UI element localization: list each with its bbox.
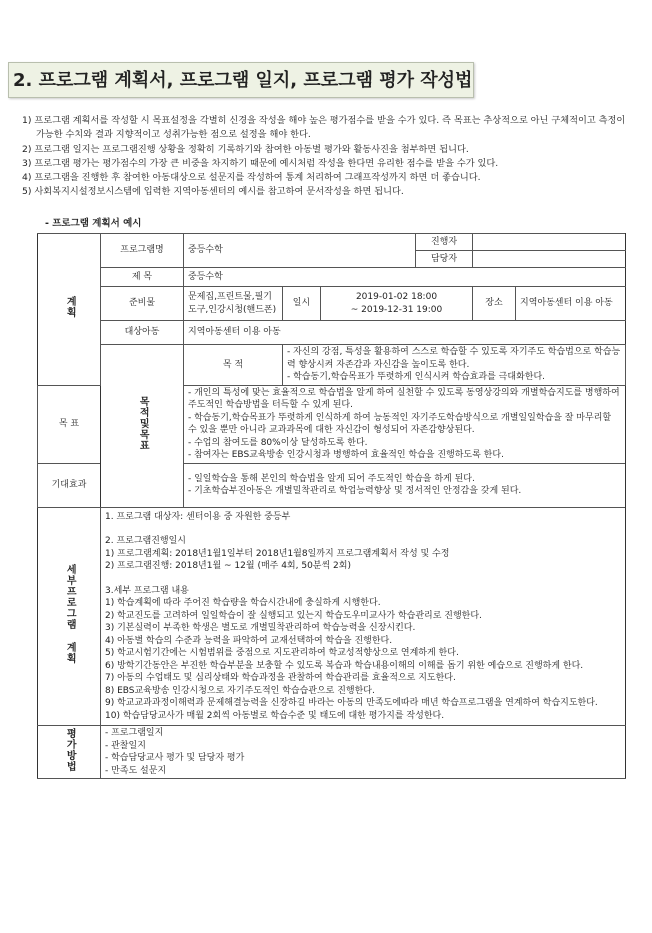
subject-label: 제 목: [101, 268, 184, 287]
program-name-label: 프로그램명: [101, 234, 184, 268]
objective-value: [184, 385, 626, 463]
objective-line: - 수업의 참여도를 80%이상 달성하도록 한다.: [188, 437, 368, 448]
purpose-line: - 자신의 강점, 특성을 활용하여 스스로 학습할 수 있도록 자기주도 학습법으로 학습능력 향상시켜 자존감과 자신감을 높이도록 한다.: [287, 347, 621, 370]
instruction-item: 1) 프로그램 계획서를 작성할 시 목표설정을 각별히 신경을 작성을 해야 높은 평가점수를 받을 수가 있다. 즉 목표는 추상적으로 아닌 구체적이고 측정이 가능한 수치와 결과 지향적이고 성취가능한 점으로 설정을 해야 한다.: [22, 115, 626, 141]
instruction-item: 3) 프로그램 평가는 평가점수의 가장 큰 비중을 차지하기 때문에 예시처럼 작성을 한다면 유리한 점수를 받을 수가 있다.: [22, 157, 499, 169]
objective-line: - 학습동기,학습목표가 뚜렷하게 인식하게 하여 능동적인 자기주도학습방식으로 개별일일학습을 잘 마무리할 수 있을 뿐만 아니라 교과과목에 대한 자신감이 형성되어 자존감향상된다.: [188, 412, 612, 435]
place-label: 장소: [473, 287, 516, 321]
subject-value: 중등수학: [184, 268, 626, 287]
content-line: 5) 학교시험기간에는 시험범위를 중점으로 지도관리하여 학교성적향상으로 연계하게 한다.: [105, 648, 459, 658]
content-line: 7) 아동의 수업태도 및 심리상태와 학습과정을 관찰하여 학습관리를 효율적으로 지도한다.: [105, 673, 456, 683]
effect-line: - 일일학습을 통해 본인의 학습법을 알게 되어 주도적인 학습을 하게 된다.: [188, 473, 475, 484]
detail-content: [101, 507, 626, 726]
detail-target: 1. 프로그램 대상자: 센터이용 중 자원한 중등부: [105, 511, 291, 522]
program-plan-table: [37, 233, 626, 779]
date-value: [321, 287, 473, 321]
evaluation-item: - 프로그램일지: [105, 728, 164, 738]
effect-label: 기대효과: [38, 463, 101, 507]
content-line: 2) 학교진도를 고려하여 일일학습이 잘 실행되고 있는지 학습도우미교사가 학습관리로 진행한다.: [105, 610, 482, 621]
effect-line: - 기초학습부진아동은 개별밀착관리로 학업능력향상 및 정서적인 안정감을 갖게 된다.: [188, 486, 522, 496]
content-heading: 3.세부 프로그램 내용: [105, 585, 189, 596]
evaluation-section-label: 평가방법: [38, 726, 101, 779]
effect-value: [184, 463, 626, 507]
content-line: 10) 학습담당교사가 매월 2회씩 아동별로 학습수준 및 태도에 대한 평가지를 작성한다.: [105, 710, 445, 721]
manager-value: [473, 251, 626, 268]
schedule-line: 1) 프로그램계획: 2018년1월1일부터 2018년1월8일까지 프로그램계획서 작성 및 수정: [105, 548, 450, 559]
evaluation-content: [101, 726, 626, 779]
content-line: 1) 학습계획에 따라 주어진 학습량을 학습시간내에 충실하게 시행한다.: [105, 598, 381, 608]
content-line: 3) 기본실력이 부족한 학생은 별도로 개별밀착관리하여 학습능력을 신장시킨다.: [105, 623, 416, 633]
instruction-item: 4) 프로그램을 진행한 후 참여한 아동대상으로 설문지를 작성하여 통계 처리하여 그래프작성까지 하면 더 좋습니다.: [22, 172, 481, 184]
purpose-line: - 학습동기,학습목표가 뚜렷하게 인식시켜 학습효과를 극대화한다.: [287, 372, 546, 382]
schedule-line: 2) 프로그램진행: 2018년1월 ~ 12월 (매주 4회, 50분씩 2회): [105, 561, 351, 571]
date-start: 2019-01-02 18:00: [355, 292, 438, 302]
supplies-label: 준비물: [101, 287, 184, 321]
example-heading: - 프로그램 계획서 예시: [45, 218, 142, 229]
date-end: ~ 2019-12-31 19:00: [350, 304, 443, 315]
content-line: 6) 방학기간동안은 부진한 학습부분을 보충할 수 있도록 복습과 학습내용이해의 이해를 돕기 위한 예습으로 진행하게 한다.: [105, 660, 584, 671]
evaluation-item: - 관찰일지: [105, 740, 146, 751]
instructions-list: [22, 114, 637, 200]
objective-line: - 참여자는 EBS교육방송 인강시청과 병행하여 효율적인 학습을 진행하도록 한다.: [188, 450, 504, 460]
target-value: 지역아동센터 이용 아동: [184, 321, 626, 345]
plan-section-label: 계획: [38, 234, 101, 386]
objective-label: 목 표: [38, 385, 101, 463]
date-label: 일시: [283, 287, 321, 321]
instruction-item: 2) 프로그램 일지는 프로그램진행 상황을 정확히 기록하기와 참여한 아동별 평가와 활동사진을 첨부하면 됩니다.: [22, 143, 469, 155]
target-label: 대상아동: [101, 321, 184, 345]
leader-value: [473, 234, 626, 251]
section-title: 2. 프로그램 계획서, 프로그램 일지, 프로그램 평가 작성법: [8, 62, 474, 98]
content-line: 9) 학교교과과정이해력과 문제해결능력을 신장하길 바라는 아동의 만족도에따라 매년 학습프로그램을 연계하여 학습지도한다.: [105, 698, 598, 708]
content-line: 8) EBS교육방송 인강시청으로 자기주도적인 학습습관으로 진행한다.: [105, 685, 375, 696]
objective-line: - 개인의 특성에 맞는 효율적으로 학습법을 알게 하여 실천할 수 있도록 동영상강의와 개별학습지도를 병행하여 주도적인 학습방법을 터득할 수 있게 된다.: [188, 387, 620, 410]
program-name-value: 중등수학: [184, 234, 416, 268]
purpose-value: [283, 345, 626, 386]
detail-section-label: 세부프로그램 계획: [38, 507, 101, 726]
place-value: 지역아동센터 이용 아동: [516, 287, 626, 321]
leader-label: 진행자: [416, 234, 473, 251]
goals-section-label: 목적및목표: [101, 345, 184, 508]
schedule-heading: 2. 프로그램진행일시: [105, 536, 187, 546]
evaluation-item: - 학습담당교사 평가 및 담당자 평가: [105, 753, 245, 763]
content-line: 4) 아동별 학습의 수준과 능력을 파악하여 교재선택하여 학습을 진행한다.: [105, 635, 393, 646]
instruction-item: 5) 사회복지시설정보시스템에 입력한 지역아동센터의 예시를 참고하여 문서작성을 하면 됩니다.: [22, 186, 404, 198]
manager-label: 담당자: [416, 251, 473, 268]
supplies-value: 문제집,프린트물,필기도구,인강시청(핸드폰): [184, 287, 283, 321]
evaluation-item: - 만족도 설문지: [105, 765, 167, 776]
purpose-label: 목 적: [184, 345, 283, 386]
